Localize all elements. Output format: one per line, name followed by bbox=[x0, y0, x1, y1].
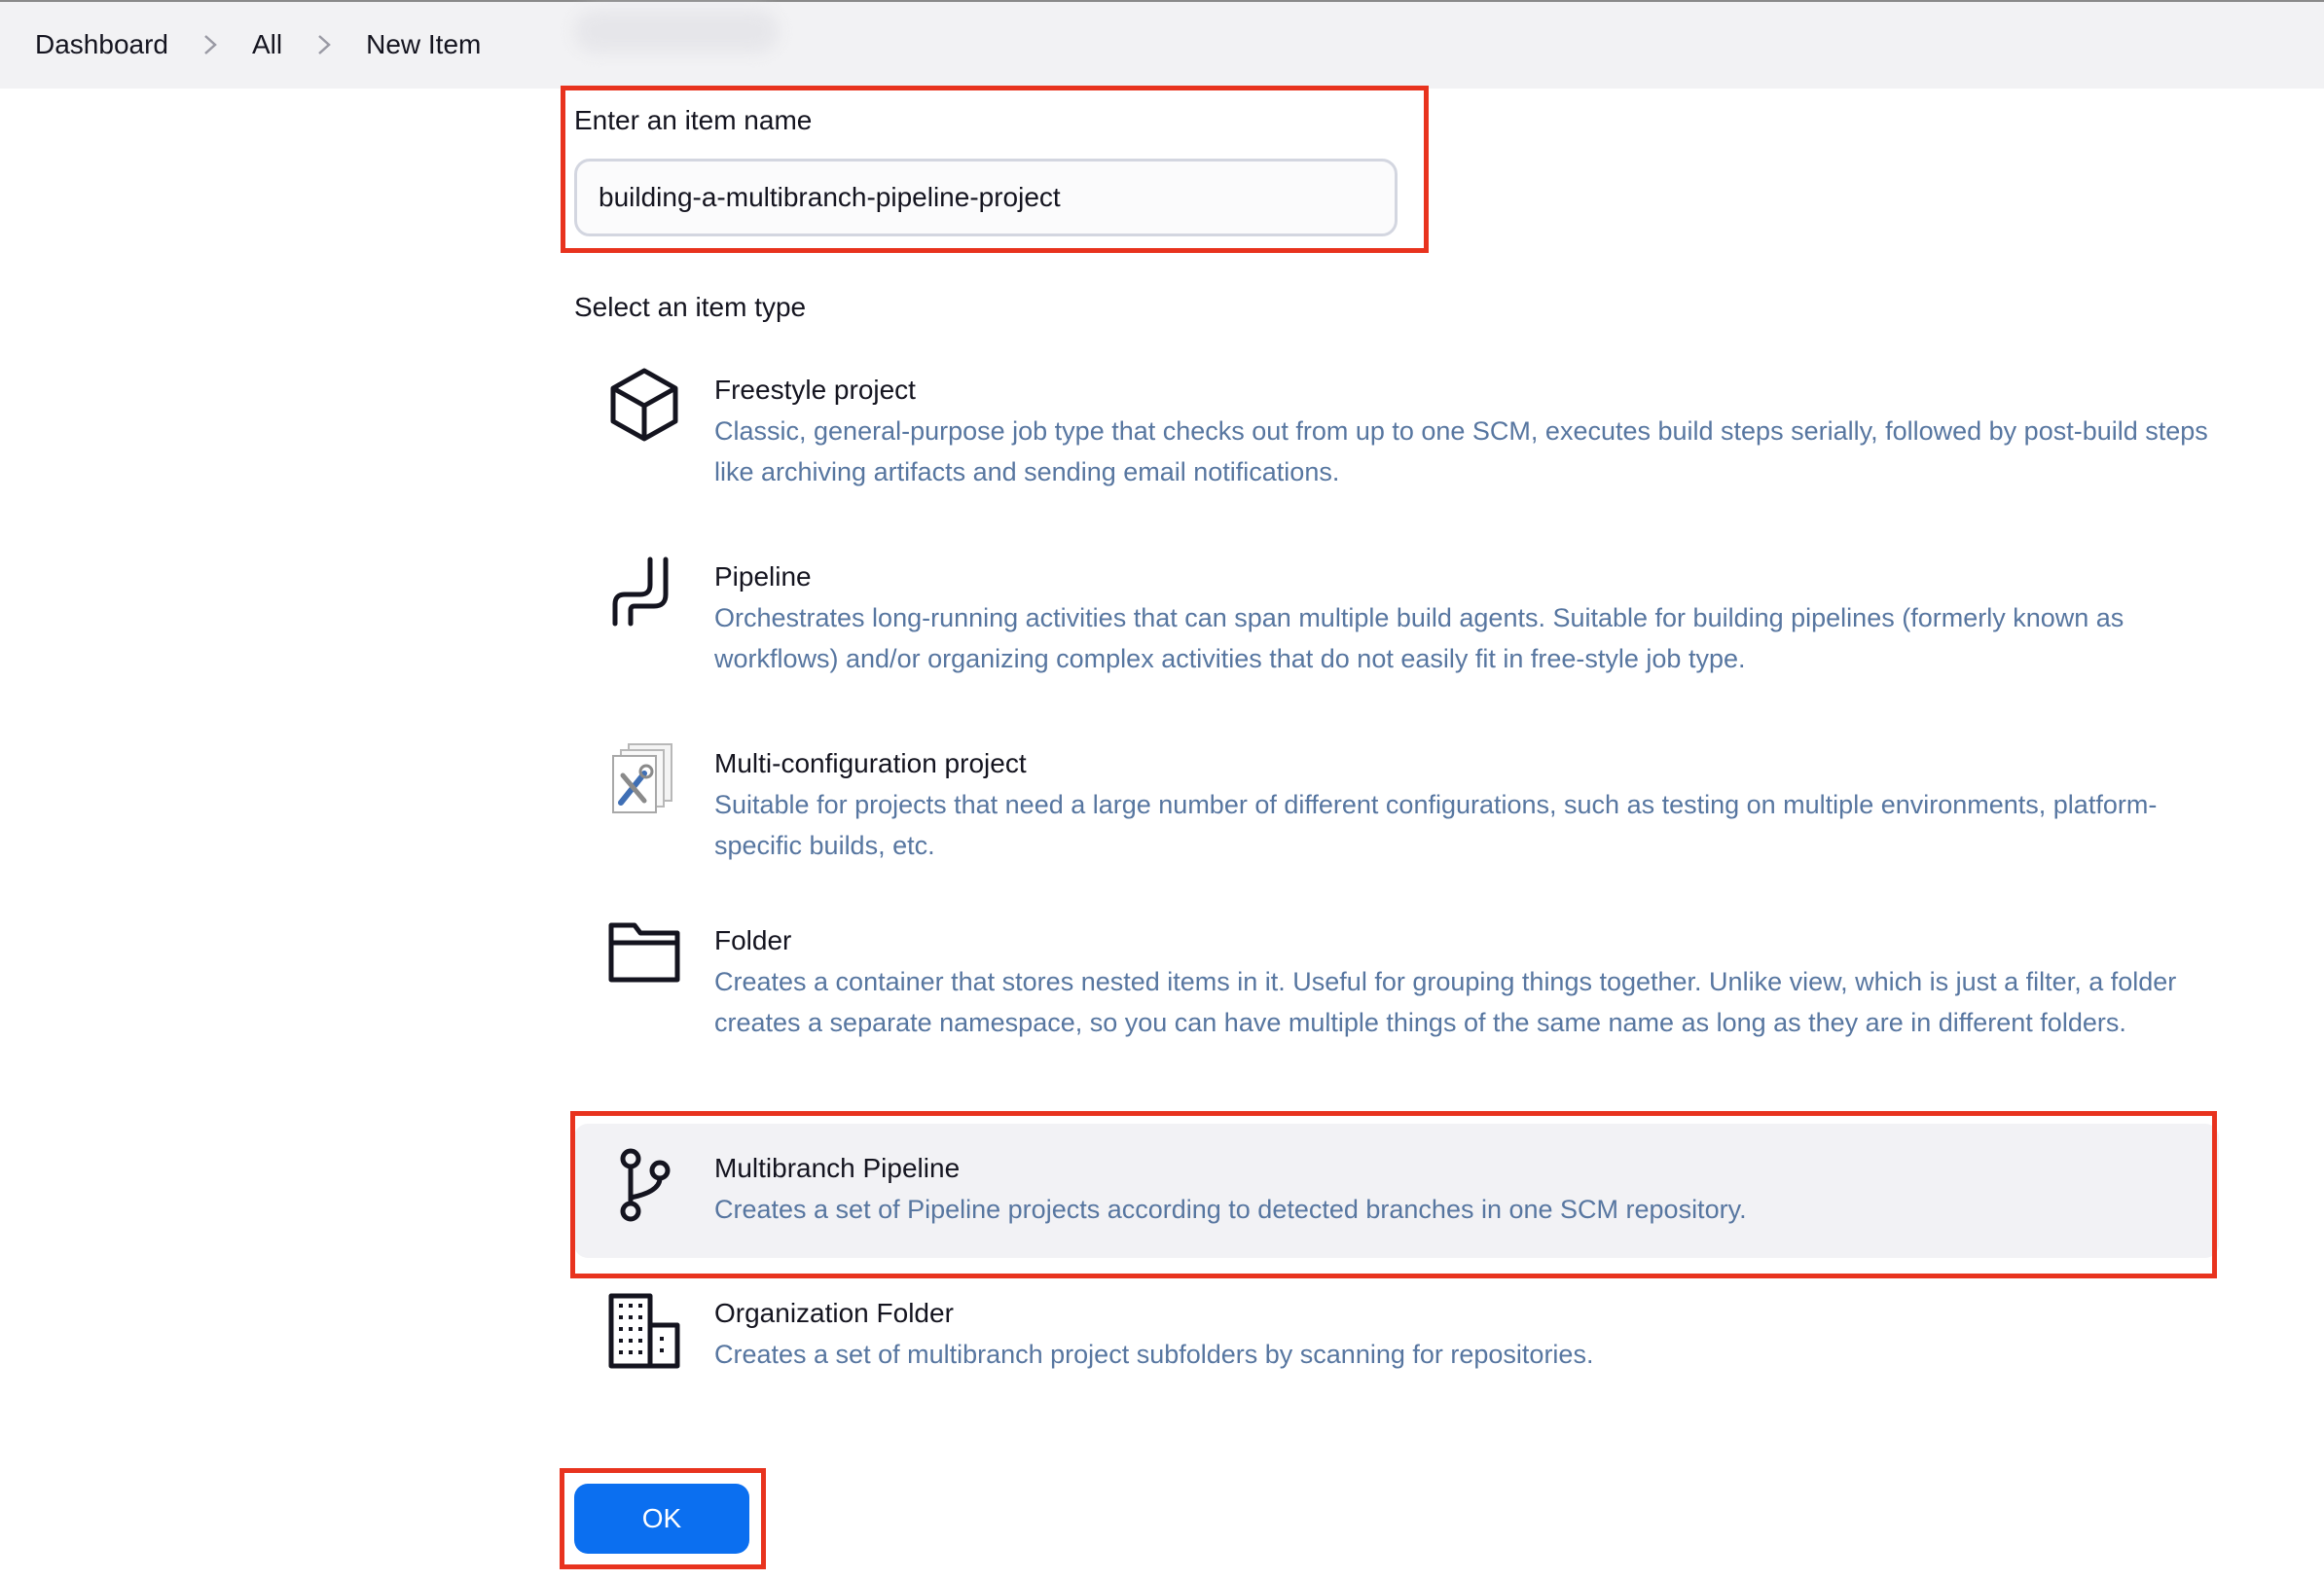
item-title: Freestyle project bbox=[714, 375, 916, 405]
item-title: Multibranch Pipeline bbox=[714, 1153, 961, 1183]
multi-config-icon bbox=[605, 740, 683, 818]
item-title: Multi-configuration project bbox=[714, 748, 1027, 778]
item-type-multibranch-pipeline[interactable] bbox=[574, 1124, 2219, 1258]
building-icon bbox=[605, 1292, 683, 1370]
item-title: Pipeline bbox=[714, 561, 812, 592]
item-type-freestyle[interactable] bbox=[574, 355, 2219, 511]
folder-icon bbox=[605, 912, 683, 989]
item-description: Creates a container that stores nested items in it. Useful for grouping things together. Unlike view, which is just a filter, a folder creates a separate namespace, so you can have multiple things of the same name as long as they are in different folders. bbox=[714, 967, 2177, 1037]
branch-icon bbox=[605, 1147, 683, 1225]
breadcrumb bbox=[35, 29, 481, 60]
item-name-input[interactable] bbox=[574, 159, 1398, 236]
chevron-right-icon bbox=[315, 34, 333, 55]
item-description: Creates a set of multibranch project subfolders by scanning for repositories. bbox=[714, 1340, 1594, 1369]
item-name-label: Enter an item name bbox=[574, 105, 813, 135]
item-title: Folder bbox=[714, 925, 792, 955]
blurred-region bbox=[574, 10, 779, 53]
item-description: Classic, general-purpose job type that checks out from up to one SCM, executes build steps serially, followed by post-build steps like archiving artifacts and sending email notifications. bbox=[714, 416, 2208, 486]
chevron-right-icon bbox=[201, 34, 219, 55]
package-icon bbox=[605, 365, 683, 443]
item-type-label: Select an item type bbox=[574, 292, 807, 322]
breadcrumb-new-item[interactable]: New Item bbox=[366, 29, 482, 59]
breadcrumb-all[interactable]: All bbox=[251, 29, 283, 59]
item-type-folder[interactable] bbox=[574, 906, 2219, 1091]
item-description: Orchestrates long-running activities that can span multiple build agents. Suitable for building pipelines (formerly known as workflows) and/or organizing complex activities that do not easily fit in free-style job type. bbox=[714, 603, 2124, 673]
item-title: Organization Folder bbox=[714, 1298, 954, 1328]
item-type-organization-folder[interactable] bbox=[574, 1271, 2219, 1397]
item-type-multi-configuration[interactable] bbox=[574, 729, 2219, 884]
breadcrumb-dashboard[interactable]: Dashboard bbox=[35, 29, 168, 59]
item-description: Suitable for projects that need a large number of different configurations, such as testing on multiple environments, platform-specific builds, etc. bbox=[714, 790, 2158, 860]
item-description: Creates a set of Pipeline projects according to detected branches in one SCM repository. bbox=[714, 1195, 1747, 1224]
pipeline-icon bbox=[605, 556, 683, 633]
top-bar bbox=[0, 0, 2324, 89]
item-type-pipeline[interactable] bbox=[574, 542, 2219, 698]
ok-button[interactable]: OK bbox=[574, 1484, 749, 1554]
